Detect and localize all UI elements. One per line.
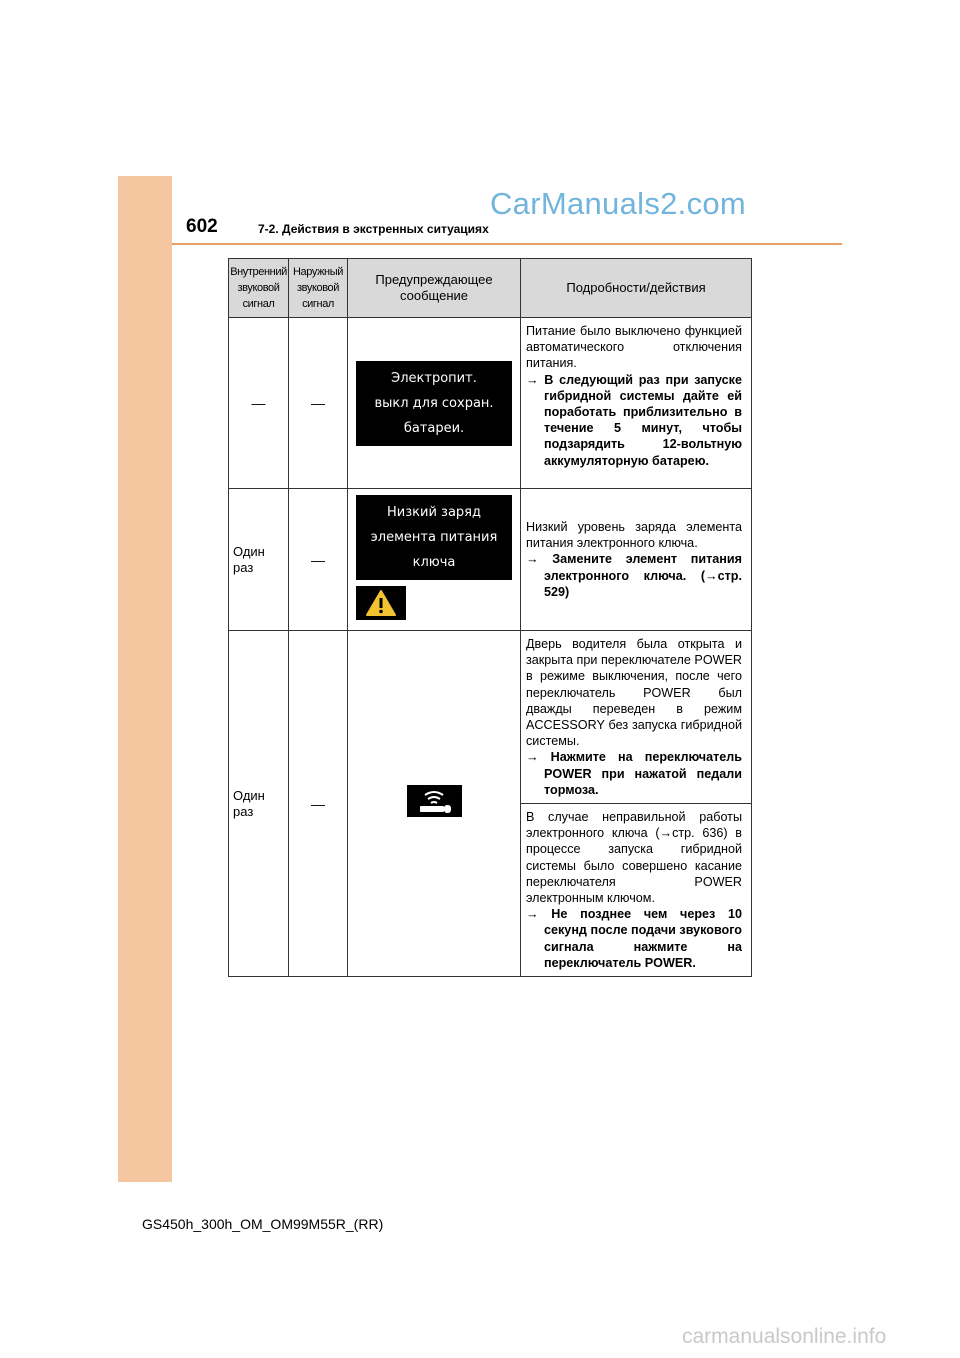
action-text: → Нажмите на переключатель POWER при нажатой педали тормоза. (526, 750, 742, 797)
details-cell: Низкий уровень заряда элемента питания электронного ключа. → Замените элемент питания электронного ключа. (→стр. 529) (521, 489, 752, 631)
table-row (229, 631, 752, 804)
warning-table (228, 258, 752, 977)
header-rule (172, 243, 842, 245)
header-message: Предупреждающее сообщение (348, 259, 521, 318)
details-cell: Питание было выключено функцией автоматического отключения питания. → В следующий раз при запуске гибридной системы дайте ей поработать приблизительно в течение 5 минут, чтобы подзарядить 12-вольтную аккумуляторную батарею. (521, 318, 752, 489)
external-signal-cell: — (289, 489, 348, 631)
watermark-top: CarManuals2.com (490, 186, 747, 221)
action-text: → В следующий раз при запуске гибридной системы дайте ей поработать приблизительно в течение 5 минут, чтобы подзарядить 12-вольтную аккумуляторную батарею. (526, 372, 742, 468)
table-row (229, 489, 752, 631)
internal-signal-cell: Один раз (229, 489, 289, 631)
message-cell (348, 489, 521, 631)
header-external-signal: Наружный звуковой сигнал (289, 259, 348, 318)
internal-signal-cell: Один раз (229, 631, 289, 977)
details-cell: В случае неправильной работы электронного ключа (→стр. 636) в процессе запуска гибридной системы было совершено касание переключателя POWER электронным ключом. → Не позднее чем через 10 секунд после подачи звукового сигнала нажмите на переключатель POWER. (521, 804, 752, 977)
section-title: 7-2. Действия в экстренных ситуациях (258, 222, 489, 236)
header-internal-signal: Внутренний звуковой сигнал (229, 259, 289, 318)
table-row (229, 318, 752, 489)
watermark-bottom: carmanualsonline.info (682, 1325, 887, 1348)
warning-triangle-icon (356, 586, 406, 620)
action-text: → Не позднее чем через 10 секунд после подачи звукового сигнала нажмите на переключатель POWER. (526, 907, 742, 970)
table-header-row (229, 259, 752, 318)
details-cell: Дверь водителя была открыта и закрыта при переключателе POWER в режиме выключения, после чего переключатель POWER был дважды переведен в режим ACCESSORY без запуска гибридной системы. → Нажмите на переключатель POWER при нажатой педали тормоза. (521, 631, 752, 804)
header-details: Подробности/действия (521, 259, 752, 318)
document-code: GS450h_300h_OM_OM99M55R_(RR) (142, 1216, 384, 1232)
external-signal-cell: — (289, 318, 348, 489)
page-number: 602 (186, 216, 218, 237)
side-strip (118, 176, 172, 1182)
display-message: Низкий заряд элемента питания ключа (356, 495, 512, 580)
smart-key-icon (407, 785, 462, 817)
external-signal-cell: — (289, 631, 348, 977)
internal-signal-cell: — (229, 318, 289, 489)
display-message: Электропит. выкл для сохран. батареи. (356, 361, 512, 446)
message-cell (348, 631, 521, 977)
action-text: → Замените элемент питания электронного ключа. (→стр. 529) (526, 552, 742, 599)
message-cell (348, 318, 521, 489)
